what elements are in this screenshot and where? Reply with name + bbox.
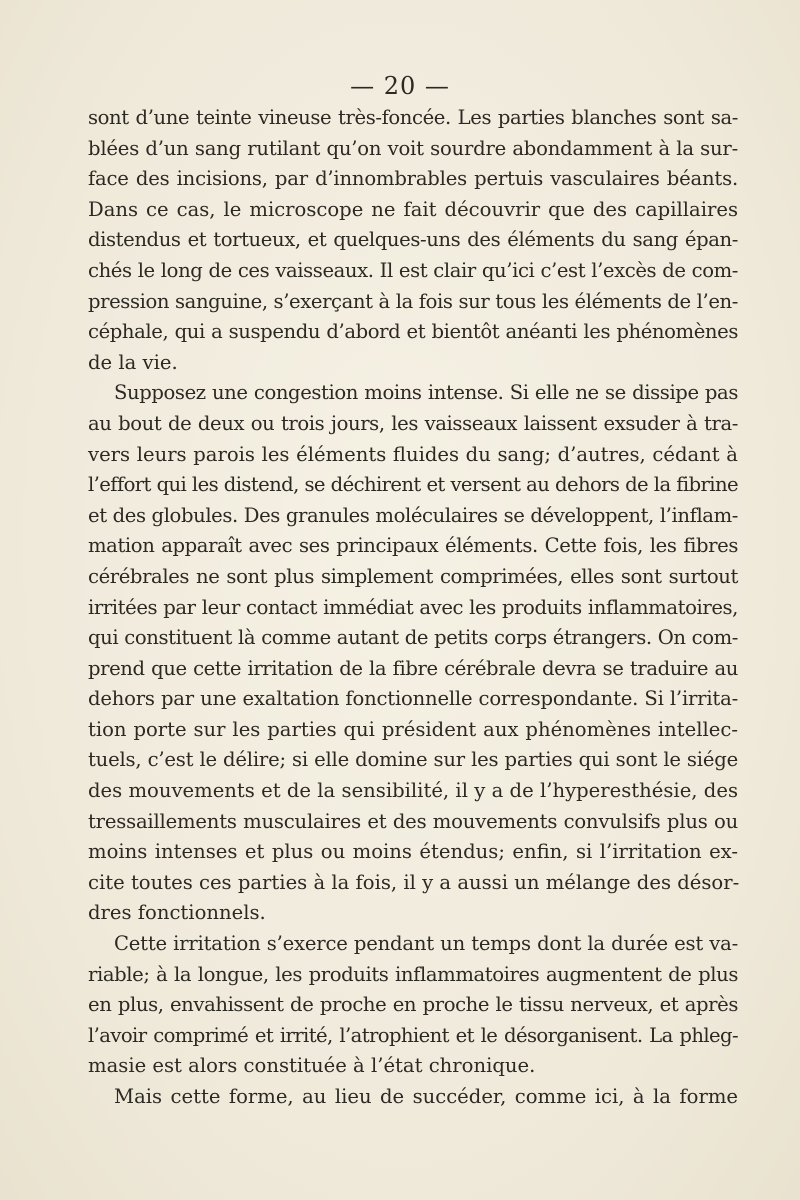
text-line: riable; à la longue, les produits inflammatoires augmentent de plus [88, 962, 738, 986]
text-line: chés le long de ces vaisseaux. Il est clair qu’ici c’est l’excès de com- [88, 258, 738, 282]
text-line: et des globules. Des granules moléculaires se développent, l’inflam- [88, 503, 738, 527]
text-line: l’effort qui les distend, se déchirent et versent au dehors de la fibrine [88, 473, 738, 497]
text-line: masie est alors constituée à l’état chronique. [88, 1054, 536, 1078]
text-line: prend que cette irritation de la fibre cérébrale devra se traduire au [88, 656, 738, 680]
text-line: cérébrales ne sont plus simplement comprimées, elles sont surtout [88, 564, 738, 588]
text-line: blées d’un sang rutilant qu’on voit sourdre abondamment à la sur- [88, 136, 738, 160]
text-line: des mouvements et de la sensibilité, il y a de l’hyperesthésie, des [88, 779, 738, 803]
text-line: en plus, envahissent de proche en proche le tissu nerveux, et après [88, 993, 738, 1017]
text-line: Supposez une congestion moins intense. Si elle ne se dissipe pas [114, 381, 738, 405]
text-line: irritées par leur contact immédiat avec les produits inflammatoires, [88, 595, 738, 619]
body-text [88, 103, 738, 1113]
text-line: céphale, qui a suspendu d’abord et bientôt anéanti les phénomènes [88, 320, 738, 344]
text-line: de la vie. [88, 350, 178, 374]
text-line: dehors par une exaltation fonctionnelle correspondante. Si l’irrita- [88, 687, 738, 711]
text-line: qui constituent là comme autant de petits corps étrangers. On com- [88, 626, 738, 650]
text-line: cite toutes ces parties à la fois, il y a aussi un mélange des désor- [88, 870, 740, 894]
text-line: tuels, c’est le délire; si elle domine sur les parties qui sont le siége [88, 748, 738, 772]
text-line: pression sanguine, s’exerçant à la fois sur tous les éléments de l’en- [88, 289, 738, 313]
page-number: — 20 — [350, 72, 450, 100]
text-line: mation apparaît avec ses principaux éléments. Cette fois, les fibres [88, 534, 738, 558]
text-line: au bout de deux ou trois jours, les vaisseaux laissent exsuder à tra- [88, 411, 738, 435]
text-line: l’avoir comprimé et irrité, l’atrophient et le désorganisent. La phleg- [88, 1023, 738, 1047]
text-line: tressaillements musculaires et des mouvements convulsifs plus ou [88, 809, 738, 833]
text-line: face des incisions, par d’innombrables pertuis vasculaires béants. [88, 167, 738, 191]
text-line: vers leurs parois les éléments fluides du sang; d’autres, cédant à [88, 442, 738, 466]
text-line: Mais cette forme, au lieu de succéder, comme ici, à la forme [114, 1085, 738, 1108]
text-line: moins intenses et plus ou moins étendus; enfin, si l’irritation ex- [88, 840, 738, 864]
text-line: sont d’une teinte vineuse très-foncée. Les parties blanches sont sa- [88, 106, 738, 129]
text-line: distendus et tortueux, et quelques-uns des éléments du sang épan- [88, 228, 738, 252]
text-line: Cette irritation s’exerce pendant un temps dont la durée est va- [114, 932, 738, 956]
text-line: Dans ce cas, le microscope ne fait découvrir que des capillaires [88, 197, 738, 221]
text-line: dres fonctionnels. [88, 901, 266, 925]
text-line: tion porte sur les parties qui président aux phénomènes intellec- [88, 717, 738, 741]
